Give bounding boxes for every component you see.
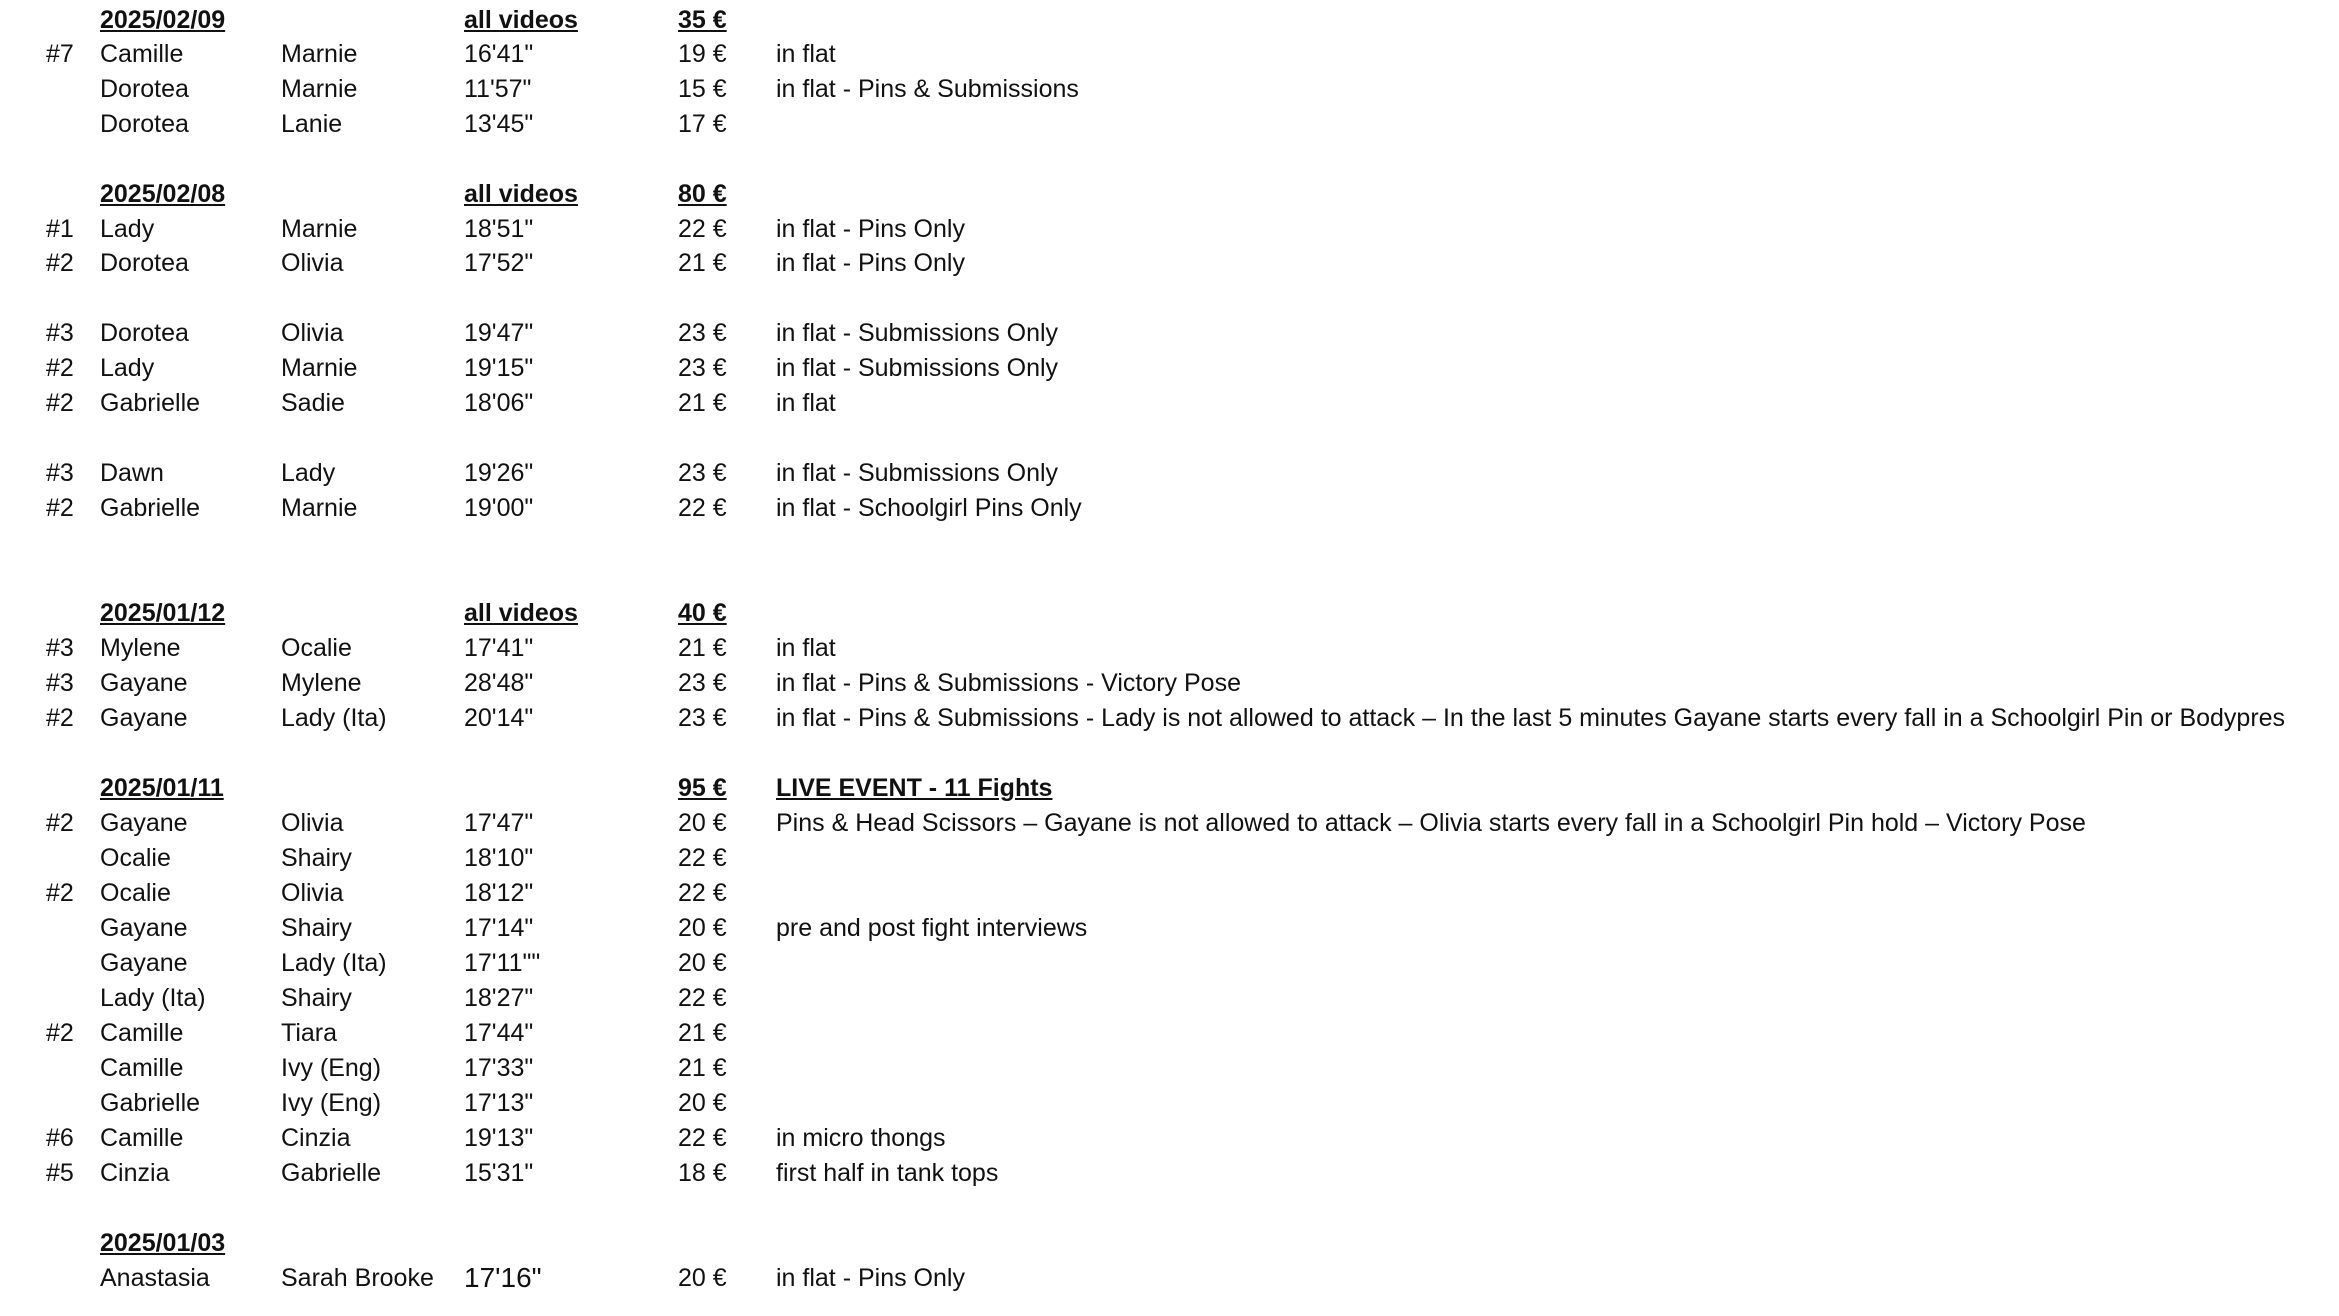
- rank: #6: [46, 1124, 74, 1152]
- wrestler-b: Olivia: [281, 319, 344, 347]
- wrestler-b: Marnie: [281, 75, 358, 103]
- price: 23 €: [678, 319, 727, 347]
- table-row: [0, 1086, 2339, 1120]
- wrestler-b: Marnie: [281, 40, 358, 68]
- rank: #3: [46, 459, 74, 487]
- price: 21 €: [678, 634, 727, 662]
- wrestler-b: Ocalie: [281, 634, 352, 662]
- section-price: 95 €: [678, 774, 727, 802]
- note: pre and post fight interviews: [776, 914, 1088, 942]
- duration: 17'44": [464, 1019, 534, 1047]
- wrestler-a: Gayane: [100, 914, 188, 942]
- table-row: [0, 316, 2339, 350]
- price: 23 €: [678, 669, 727, 697]
- note: first half in tank tops: [776, 1159, 999, 1187]
- rank: #2: [46, 494, 74, 522]
- note: in flat - Submissions Only: [776, 319, 1059, 347]
- rank: #2: [46, 354, 74, 382]
- note: in flat - Pins Only: [776, 249, 965, 277]
- note: in flat: [776, 389, 836, 417]
- table-row: [0, 806, 2339, 840]
- duration: 18'10": [464, 844, 534, 872]
- wrestler-a: Camille: [100, 1124, 184, 1152]
- table-row: [0, 456, 2339, 490]
- wrestler-a: Gayane: [100, 669, 188, 697]
- price: 23 €: [678, 704, 727, 732]
- price: 17 €: [678, 110, 727, 138]
- duration: 17'13": [464, 1089, 534, 1117]
- duration: 11'57": [464, 75, 532, 103]
- table-row: [0, 666, 2339, 700]
- price: 20 €: [678, 1264, 727, 1292]
- duration: 17'52": [464, 249, 534, 277]
- wrestler-a: Ocalie: [100, 879, 171, 907]
- table-row: [0, 1261, 2339, 1295]
- wrestler-a: Ocalie: [100, 844, 171, 872]
- price: 15 €: [678, 75, 727, 103]
- rank: #1: [46, 215, 74, 243]
- price: 22 €: [678, 984, 727, 1012]
- table-row: [0, 107, 2339, 141]
- section-header: [0, 596, 2339, 630]
- price: 19 €: [678, 40, 727, 68]
- wrestler-b: Cinzia: [281, 1124, 351, 1152]
- wrestler-b: Lady (Ita): [281, 704, 387, 732]
- wrestler-b: Lady (Ita): [281, 949, 387, 977]
- wrestler-a: Camille: [100, 40, 184, 68]
- section-date: 2025/01/11: [100, 774, 224, 802]
- duration: 17'16": [464, 1262, 542, 1293]
- wrestler-b: Tiara: [281, 1019, 338, 1047]
- duration: 19'00": [464, 494, 534, 522]
- section-price: 35 €: [678, 6, 727, 34]
- wrestler-b: Lady: [281, 459, 336, 487]
- duration: 28'48": [464, 669, 534, 697]
- wrestler-b: Shairy: [281, 844, 352, 872]
- price: 21 €: [678, 1054, 727, 1082]
- wrestler-b: Olivia: [281, 809, 344, 837]
- note: in flat - Pins & Submissions: [776, 75, 1079, 103]
- duration: 17'47": [464, 809, 534, 837]
- wrestler-a: Cinzia: [100, 1159, 170, 1187]
- note: in flat - Pins Only: [776, 215, 965, 243]
- price: 22 €: [678, 494, 727, 522]
- wrestler-b: Sarah Brooke: [281, 1264, 434, 1292]
- price: 21 €: [678, 1019, 727, 1047]
- table-row: [0, 37, 2339, 71]
- note: in flat: [776, 40, 836, 68]
- note: Pins & Head Scissors – Gayane is not allowed to attack – Olivia starts every fall in a Schoolgirl Pin hold – Victory Pose: [776, 809, 2086, 837]
- price: 20 €: [678, 914, 727, 942]
- price: 20 €: [678, 809, 727, 837]
- rank: #3: [46, 634, 74, 662]
- section-date: 2025/02/09: [100, 6, 226, 34]
- rank: #2: [46, 704, 74, 732]
- wrestler-a: Gayane: [100, 809, 188, 837]
- duration: 19'47": [464, 319, 534, 347]
- duration: 18'51": [464, 215, 534, 243]
- wrestler-a: Gayane: [100, 704, 188, 732]
- rank: #3: [46, 319, 74, 347]
- table-row: [0, 491, 2339, 525]
- table-row: [0, 876, 2339, 910]
- wrestler-b: Lanie: [281, 110, 343, 138]
- price: 23 €: [678, 354, 727, 382]
- wrestler-a: Lady: [100, 215, 155, 243]
- table-row: [0, 1156, 2339, 1190]
- duration: 18'27": [464, 984, 534, 1012]
- table-row: [0, 386, 2339, 420]
- price: 20 €: [678, 1089, 727, 1117]
- price: 18 €: [678, 1159, 727, 1187]
- section-header: [0, 771, 2339, 805]
- wrestler-b: Marnie: [281, 494, 358, 522]
- duration: 17'41": [464, 634, 534, 662]
- price: 21 €: [678, 389, 727, 417]
- table-row: [0, 981, 2339, 1015]
- wrestler-a: Mylene: [100, 634, 181, 662]
- wrestler-a: Camille: [100, 1054, 184, 1082]
- table-row: [0, 72, 2339, 106]
- wrestler-a: Gabrielle: [100, 494, 201, 522]
- price: 22 €: [678, 215, 727, 243]
- wrestler-b: Gabrielle: [281, 1159, 382, 1187]
- wrestler-a: Camille: [100, 1019, 184, 1047]
- wrestler-a: Anastasia: [100, 1264, 210, 1292]
- wrestler-b: Olivia: [281, 249, 344, 277]
- section-date: 2025/01/12: [100, 599, 226, 627]
- duration: 16'41": [464, 40, 534, 68]
- wrestler-b: Ivy (Eng): [281, 1089, 382, 1117]
- wrestler-b: Marnie: [281, 215, 358, 243]
- rank: #2: [46, 249, 74, 277]
- section-date: 2025/02/08: [100, 180, 226, 208]
- price: 22 €: [678, 879, 727, 907]
- wrestler-b: Olivia: [281, 879, 344, 907]
- section-date: 2025/01/03: [100, 1229, 226, 1257]
- section-price: 40 €: [678, 599, 727, 627]
- table-row: [0, 841, 2339, 875]
- live-event-label: LIVE EVENT - 11 Fights: [776, 774, 1053, 802]
- duration: 18'12": [464, 879, 534, 907]
- price: 22 €: [678, 1124, 727, 1152]
- all-videos-label: all videos: [464, 180, 578, 208]
- section-header: [0, 177, 2339, 211]
- note: in flat - Pins & Submissions - Victory Pose: [776, 669, 1241, 697]
- note: in flat: [776, 634, 836, 662]
- wrestler-a: Gabrielle: [100, 1089, 201, 1117]
- section-price: 80 €: [678, 180, 727, 208]
- duration: 15'31": [464, 1159, 534, 1187]
- wrestler-a: Lady: [100, 354, 155, 382]
- duration: 20'14": [464, 704, 534, 732]
- note: in flat - Submissions Only: [776, 354, 1059, 382]
- duration: 18'06": [464, 389, 534, 417]
- price: 23 €: [678, 459, 727, 487]
- rank: #5: [46, 1159, 74, 1187]
- duration: 17'14": [464, 914, 534, 942]
- duration: 17'33": [464, 1054, 534, 1082]
- note: in flat - Pins Only: [776, 1264, 965, 1292]
- wrestler-b: Sadie: [281, 389, 345, 417]
- duration: 13'45": [464, 110, 534, 138]
- wrestler-a: Dorotea: [100, 319, 189, 347]
- section-header: [0, 1226, 2339, 1260]
- wrestler-b: Mylene: [281, 669, 362, 697]
- note: in flat - Schoolgirl Pins Only: [776, 494, 1082, 522]
- table-row: [0, 631, 2339, 665]
- duration: 19'15": [464, 354, 534, 382]
- wrestler-a: Dorotea: [100, 75, 189, 103]
- wrestler-a: Dorotea: [100, 110, 189, 138]
- table-row: [0, 1121, 2339, 1155]
- price: 20 €: [678, 949, 727, 977]
- all-videos-label: all videos: [464, 6, 578, 34]
- wrestler-b: Shairy: [281, 984, 352, 1012]
- wrestler-b: Shairy: [281, 914, 352, 942]
- price: 21 €: [678, 249, 727, 277]
- all-videos-label: all videos: [464, 599, 578, 627]
- table-row: [0, 1016, 2339, 1050]
- note: in flat - Pins & Submissions - Lady is not allowed to attack – In the last 5 minutes Gayane starts every fall in a Schoolgirl Pin or Bodypres: [776, 704, 2286, 732]
- rank: #2: [46, 809, 74, 837]
- rank: #2: [46, 389, 74, 417]
- table-row: [0, 246, 2339, 280]
- wrestler-a: Dorotea: [100, 249, 189, 277]
- table-row: [0, 701, 2339, 735]
- price: 22 €: [678, 844, 727, 872]
- wrestler-b: Marnie: [281, 354, 358, 382]
- wrestler-b: Ivy (Eng): [281, 1054, 382, 1082]
- duration: 17'11"": [464, 949, 541, 977]
- table-row: [0, 911, 2339, 945]
- wrestler-a: Dawn: [100, 459, 164, 487]
- table-row: [0, 212, 2339, 246]
- section-header: [0, 3, 2339, 37]
- rank: #7: [46, 40, 74, 68]
- wrestler-a: Gabrielle: [100, 389, 201, 417]
- rank: #2: [46, 879, 74, 907]
- wrestler-a: Gayane: [100, 949, 188, 977]
- rank: #2: [46, 1019, 74, 1047]
- table-row: [0, 1051, 2339, 1085]
- wrestler-a: Lady (Ita): [100, 984, 206, 1012]
- duration: 19'26": [464, 459, 534, 487]
- duration: 19'13": [464, 1124, 534, 1152]
- table-row: [0, 946, 2339, 980]
- table-row: [0, 351, 2339, 385]
- rank: #3: [46, 669, 74, 697]
- note: in micro thongs: [776, 1124, 946, 1152]
- note: in flat - Submissions Only: [776, 459, 1059, 487]
